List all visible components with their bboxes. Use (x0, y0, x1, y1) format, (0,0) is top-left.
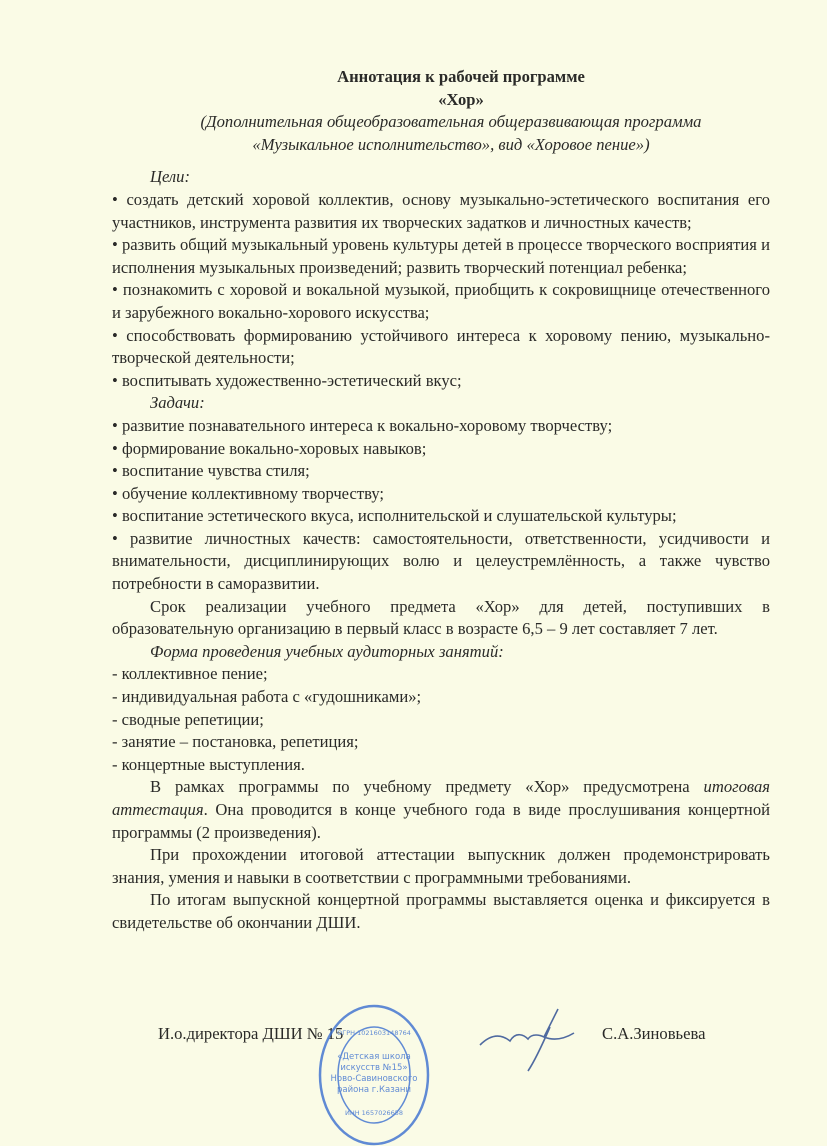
signature-position: И.о.директора ДШИ № 15 (158, 1024, 344, 1043)
list-item: - коллективное пение; (112, 664, 268, 684)
forms-heading: Форма проведения учебных аудиторных занятий: (150, 641, 504, 661)
signature-mark (470, 1005, 580, 1075)
goals-heading: Цели: (150, 167, 190, 187)
attestation-paragraph: В рамках программы по учебному предмету «Хор» предусмотрена итоговая аттестация. Она проводится в конце учебного года в виде прослушивания концертной программы (2 произведения). (112, 777, 770, 842)
tasks-heading: Задачи: (150, 393, 205, 413)
tasks-list (112, 415, 770, 596)
list-item: • познакомить с хоровой и вокальной музыкой, приобщить к сокровищнице отечественного и зарубежного вокально-хорового искусства; (112, 280, 770, 322)
list-item: • развитие познавательного интереса к вокально-хоровому творчеству; (112, 415, 613, 435)
list-item: • развить общий музыкальный уровень культуры детей в процессе творческого восприятия и исполнения музыкальных произведений; развить творческий потенциал ребенка; (112, 235, 770, 277)
goals-list (112, 189, 770, 392)
forms-list (112, 663, 770, 776)
svg-text:искусств №15»: искусств №15» (340, 1063, 408, 1073)
svg-text:Ново-Савиновского: Ново-Савиновского (330, 1074, 418, 1084)
list-item: - индивидуальная работа с «гудошниками»; (112, 687, 422, 707)
list-item: • воспитание чувства стиля; (112, 461, 310, 481)
list-item: - концертные выступления. (112, 754, 305, 774)
doc-subtitle: (Дополнительная общеобразовательная общеразвивающая программа «Музыкальное исполнительство», вид «Хоровое пение») (200, 112, 702, 154)
school-stamp (318, 1003, 430, 1146)
list-item: • развитие личностных качеств: самостоятельности, ответственности, усидчивости и внимательности, дисциплинирующих волю и целеустремлённость, а также чувство потребности в саморазвитии. (112, 528, 770, 594)
list-item: • воспитание эстетического вкуса, исполнительской и слушательской культуры; (112, 506, 677, 526)
list-item: • создать детский хоровой коллектив, основу музыкально-эстетического воспитания его участников, инструмента развития их творческих задатков и личностных качеств; (112, 189, 770, 232)
grading-paragraph: По итогам выпускной концертной программы выставляется оценка и фиксируется в свидетельстве об окончании ДШИ. (112, 890, 770, 932)
svg-text:ОГРН 1021603148764: ОГРН 1021603148764 (337, 1029, 411, 1037)
svg-text:ИНН 1657026658: ИНН 1657026658 (344, 1109, 404, 1117)
document-body (112, 66, 770, 935)
list-item: • способствовать формированию устойчивого интереса к хоровому пению, музыкально-творческой деятельности; (112, 325, 770, 368)
list-item: - занятие – постановка, репетиция; (112, 732, 359, 752)
list-item: • воспитывать художественно-эстетический вкус; (112, 370, 462, 390)
term-paragraph: Срок реализации учебного предмета «Хор» для детей, поступивших в образовательную организацию в первый класс в возрасте 6,5 – 9 лет составляет 7 лет. (112, 596, 770, 639)
doc-title: Аннотация к рабочей программе «Хор» (337, 67, 585, 109)
signature-name: С.А.Зиновьева (602, 1024, 706, 1043)
list-item: • обучение коллективному творчеству; (112, 483, 385, 503)
svg-text:района г.Казани: района г.Казани (336, 1085, 412, 1095)
svg-text:«Детская школа: «Детская школа (337, 1052, 411, 1062)
requirements-paragraph: При прохождении итоговой аттестации выпускник должен продемонстрировать знания, умения и навыки в соответствии с программными требованиями. (112, 845, 770, 887)
list-item: • формирование вокально-хоровых навыков; (112, 438, 427, 458)
list-item: - сводные репетиции; (112, 709, 264, 729)
